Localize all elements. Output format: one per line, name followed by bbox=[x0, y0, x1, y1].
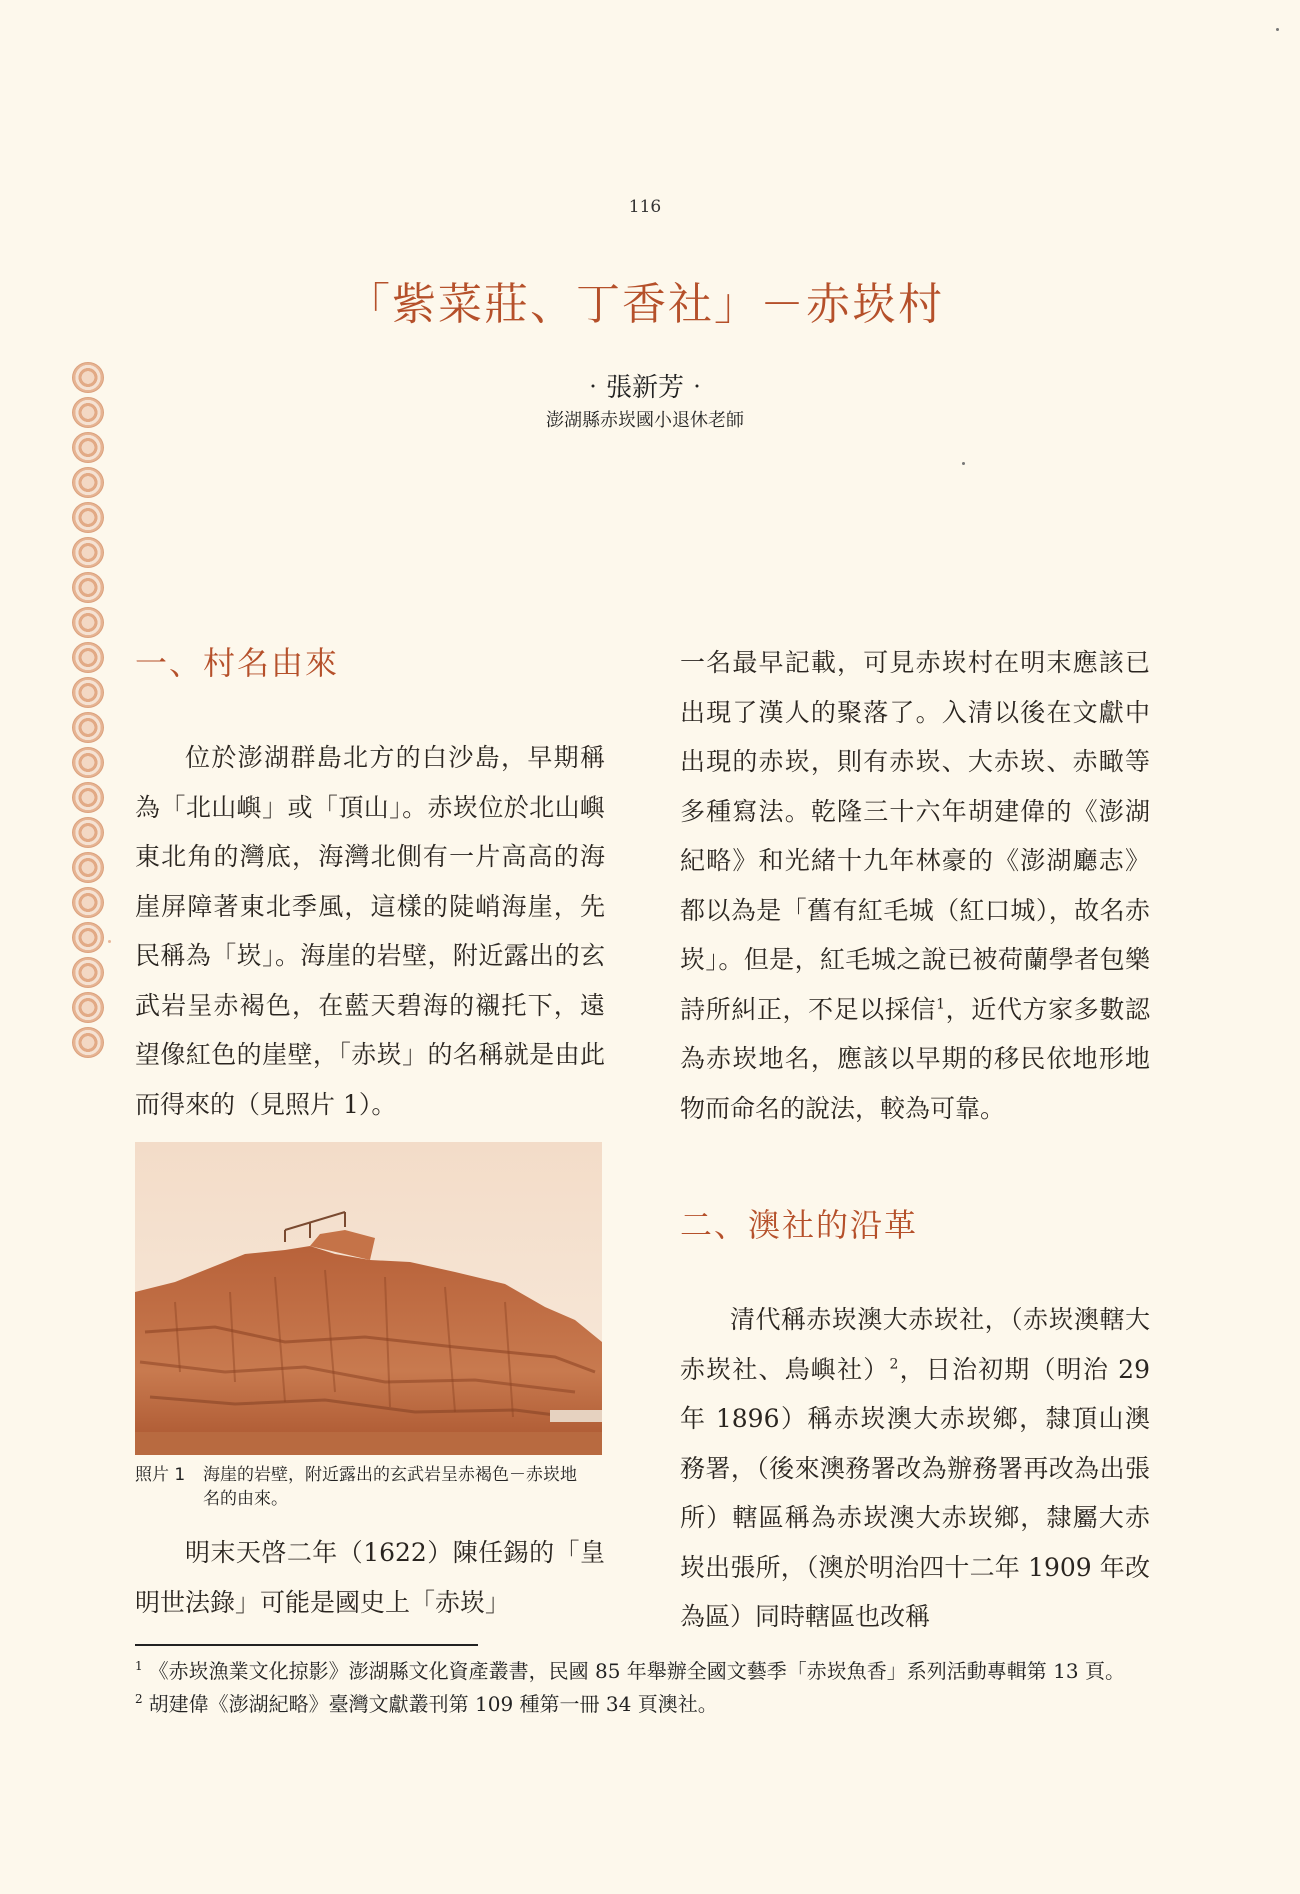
paper-speck bbox=[962, 462, 965, 465]
article-title: 「紫菜莊、丁香社」－赤崁村 bbox=[346, 279, 944, 330]
paper-speck bbox=[1276, 28, 1279, 31]
author-name: ‧張新芳‧ bbox=[579, 373, 710, 403]
photo-caption: 照片 1 海崖的岩壁，附近露出的玄武岩呈赤褐色－赤崁地 名的由來。 bbox=[135, 1465, 577, 1509]
cliff-illustration bbox=[135, 1142, 602, 1455]
footnote-divider bbox=[135, 1644, 478, 1646]
section2-paragraph-1: 清代稱赤崁澳大赤崁社，（赤崁澳轄大赤崁社、鳥嶼社）$^2$，日治初期（明治 29 年 1896）稱赤崁澳大赤崁鄉，隸頂山澳務署，（後來澳務署改為辦務署再改為出張所）轄區稱為赤崁澳大赤崁鄉，隸屬大赤崁出張所，（澳於明治四十二年 1909 年改為區）同時轄區也改稱 bbox=[680, 1305, 1150, 1631]
page-number: 116 bbox=[628, 197, 662, 217]
footnote-ref-2: 2 bbox=[889, 1356, 899, 1373]
section1-paragraph-1: 位於澎湖群島北方的白沙島，早期稱為「北山嶼」或「頂山」。赤崁位於北山嶼東北角的灣底，海灣北側有一片高高的海崖屏障著東北季風，這樣的陡峭海崖，先民稱為「崁」。海崖的岩壁，附近露出的玄武岩呈赤褐色，在藍天碧海的襯托下，遠望像紅色的崖壁，「赤崁」的名稱就是由此而得來的（見照片 1）。 bbox=[135, 743, 605, 1119]
footnotes bbox=[135, 1656, 1155, 1722]
section-heading-2: 二、澳社的沿革 bbox=[680, 1206, 919, 1244]
author-affiliation: 澎湖縣赤崁國小退休老師 bbox=[546, 410, 744, 431]
section-heading-1: 一、村名由來 bbox=[135, 644, 340, 682]
footnote-2: $^2$ 胡建偉《澎湖紀略》臺灣文獻叢刊第 109 種第一冊 34 頁澳社。 bbox=[135, 1692, 718, 1716]
footnote-1: $^1$ 《赤崁漁業文化掠影》澎湖縣文化資產叢書，民國 85 年舉辦全國文藝季「赤崁魚香」系列活動專輯第 13 頁。 bbox=[135, 1659, 1125, 1683]
section1-paragraph-2: 明末天啓二年（1622）陳任錫的「皇明世法錄」可能是國史上「赤崁」 bbox=[135, 1538, 605, 1617]
cliff-photo bbox=[135, 1142, 602, 1455]
footnote-ref-1: 1 bbox=[936, 996, 946, 1013]
right-column-paragraph: 一名最早記載，可見赤崁村在明末應該已出現了漢人的聚落了。入清以後在文獻中出現的赤崁，則有赤崁、大赤崁、赤瞰等多種寫法。乾隆三十六年胡建偉的《澎湖紀略》和光緒十九年林豪的《澎湖廳志》都以為是「舊有紅毛城（紅口城），故名赤崁」。但是，紅毛城之說已被荷蘭學者包樂詩所糾正，不足以採信$^1$，近代方家多數認為赤崁地名，應該以早期的移民依地形地物而命名的說法，較為可靠。 bbox=[680, 648, 1150, 1123]
paper-speck bbox=[108, 940, 111, 943]
decorative-ornament-column bbox=[72, 362, 106, 1062]
